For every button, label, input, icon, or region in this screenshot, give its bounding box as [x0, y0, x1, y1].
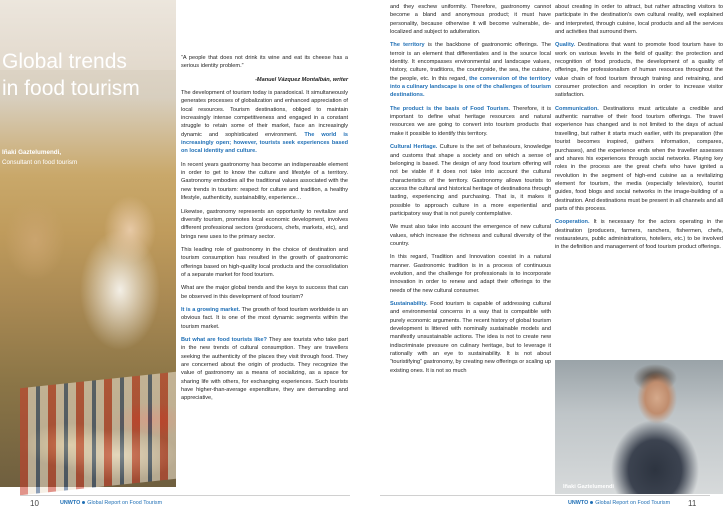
brand-name-left: UNWTO: [60, 500, 81, 506]
title-line-2: in food tourism: [2, 77, 140, 100]
r2-paragraph-communication: Communication. Destinations must articulate a credible and authentic narrative of their food tourism offerings. The travel experience has changed and is not limited to the days of actual travelling, but rather it starts much earlier, with its preparation (the tourist becomes inspired, gathers information, compares, purchases), and the experience ends when the traveller assesses and shares his experiences through social networks. Playing key roles in the process are the great chefs who have ignited a revolution in the segment of high-end cuisine as a revitalizing element for tourism, the media (especially television), tourist guides, food blogs and social networks in the image-building of a destination. And destinations must be present in all channels and all parts of this process.: [555, 105, 723, 212]
paragraph-7: But what are food tourists like? They are tourists who take part in the new trends of cultural consumption. They are travellers seeking the authenticity of the places they visit through food. They are concerned about the origin of products. They recognize the value of gastronomy as a means of socializing, as a space for sharing life with others, for exchanging experiences. Such tourists have higher-than-average expenditure, they are demanding and appreciative,: [181, 336, 349, 402]
left-text-column: [181, 54, 348, 408]
bullet-dot-icon: [590, 501, 593, 504]
r2-paragraph-cooperation: Cooperation. It is necessary for the actors operating in the destination (producers, farmers, ranchers, fishermen, chefs, restaurateurs, public administrations, hoteliers, etc.) to be involved in the definition and management of food tourism product offerings.: [555, 219, 723, 251]
author-portrait-photo: [555, 360, 723, 494]
epigraph-quote: “A people that does not drink its wine and eat its cheese has a serious identity problem.”: [181, 55, 348, 70]
title-line-1: Global trends: [2, 50, 127, 73]
r-paragraph-sustainability: Sustainability. Food tourism is capable of addressing cultural and environmental concerns in a way that is compatible with purely economic arguments. The recent history of global tourism development is littered with nominally sustainable models and manifestly unsustainable actions. The idea is not to create new indiscriminate pressure on culinary heritage, but to leverage it rationally with an eye to sustainability. It is not about “touristifying” gastronomy, by creating new offerings or scaling up existing ones. It is not so much: [390, 301, 551, 374]
paragraph-2: In recent years gastronomy has become an indispensable element in order to get to know the culture and lifestyle of a territory. Gastronomy embodies all the traditional values associated with the new trends in tourism: respect for culture and tradition, a healthy lifestyle, authenticity, sustainability, experience…: [181, 161, 348, 202]
bullet-dot-icon: [82, 501, 85, 504]
paragraph-1: The development of tourism today is paradoxical. It simultaneously generates processes of globalization and enhanced appreciation of local resources. Tourism destinations, obliged to maintain increasingly intense competitiveness and engaged in a constant struggle to retain some of their market, face an increasingly dynamic and sophisticated environment. The world is increasingly open; however, tourists seek experiences based on local identity and culture.: [181, 90, 349, 155]
paragraph-3: Likewise, gastronomy represents an opportunity to revitalize and diversify tourism, promotes local economic development, involves different professional sectors (producers, chefs, markets, etc), and brings new uses to the primary sector.: [181, 208, 348, 240]
portrait-caption: Iñaki Gaztelumendi: [563, 484, 614, 490]
author-role: Consultant on food tourism: [2, 159, 78, 166]
author-name: Iñaki Gaztelumendi,: [2, 149, 62, 156]
footer-rule-right: [380, 495, 710, 496]
r2-paragraph-1: about creating in order to attract, but rather attracting visitors to participate in the destination’s own cultural reality, well explained and interpreted, through cuisine, local products and all the services and activities that surround them.: [555, 4, 723, 36]
brand-text-right: Global Report on Food Tourism: [595, 500, 671, 506]
page-number-right: 11: [688, 499, 697, 508]
r-paragraph-tradition: In this regard, Tradition and Innovation coexist in a natural manner. Gastronomic tradition is in a process of continuous evolution, and the challenge for professionals is to incorporate innovation in order to renew and adapt their offerings to the needs of the new cultural consumer.: [390, 254, 551, 294]
footer-brand-left: [60, 500, 162, 506]
paragraph-5: What are the major global trends and the keys to success that can be observed in this development of food tourism?: [181, 285, 348, 300]
right-text-column-1: [390, 3, 551, 380]
article-title: [2, 48, 174, 102]
r-paragraph-values: We must also take into account the emergence of new cultural values, which increase the richness and cultural diversity of the country.: [390, 224, 551, 247]
r-paragraph-territory: The territory is the backbone of gastronomic offerings. The terroir is an element that differentiates and is the source local identity. It encompasses environmental and landscape values, history, culture, traditions, the countryside, the sea, the cuisine, the people, etc. In this regard, the conversion of the territory into a culinary landscape is one of the challenges of tourism destinations.: [390, 42, 551, 99]
photo-picnic-blanket: [20, 372, 176, 495]
footer-rule-left: [20, 495, 350, 496]
footer-brand-right: [568, 500, 670, 506]
author-byline: [2, 148, 77, 168]
highlight-food-tourists: But what are food tourists like?: [181, 336, 267, 343]
paragraph-6: It is a growing market. The growth of food tourism worldwide is an obvious fact. It is one of the most dynamic segments within the tourism market.: [181, 306, 348, 330]
brand-text-left: Global Report on Food Tourism: [87, 500, 163, 506]
right-text-column-2: [555, 3, 723, 257]
picnic-photo: [0, 0, 176, 487]
r-paragraph-product: The product is the basis of Food Tourism. Therefore, it is important to define what heritage resources and natural resources we are going to convert into tourism products that make it possible to identify this territory.: [390, 105, 551, 137]
highlight-open-world: The world is increasingly open; however, tourists seek experiences based on local identity and culture.: [181, 131, 349, 155]
brand-name-right: UNWTO: [568, 500, 589, 506]
r2-paragraph-quality: Quality. Destinations that want to promote food tourism have to work on various levels in the field of quality: the protection and recognition of food products, the development of a quality of offerings, the professionalism of human resources throughout the value chain of food tourism through training and retraining, and consumer protection and reception in order to increase visitor satisfaction.: [555, 42, 723, 99]
page-number-left: 10: [30, 499, 39, 508]
epigraph-author: -Manuel Vázquez Montalbán, writer: [255, 76, 348, 83]
r-paragraph-heritage: Cultural Heritage. Culture is the set of behaviours, knowledge and customs that shape a society and on which a sense of belonging is based. The design of any food tourism offering will not be viable if it does not take into account the cultural characteristics of the territory. Gastronomy allows tourists to access the cultural and historical heritage of destinations through tasting, experiencing and purchasing. That is, it makes it possible to approach culture in a more experiential and participatory way that is not purely contemplative.: [390, 144, 552, 217]
r-paragraph-1: and they eschew uniformity. Therefore, gastronomy cannot become a bland and anonymous product; it must have personality, because otherwise it will become vulnerable, de-localized and subject to adulteration.: [390, 4, 551, 36]
highlight-growing-market: It is a growing market.: [181, 306, 241, 313]
paragraph-4: This leading role of gastronomy in the choice of destination and tourism consumption has resulted in the growth of gastronomic offerings based on high-quality local products and the consolidation of a separate market for food tourism.: [181, 246, 348, 278]
